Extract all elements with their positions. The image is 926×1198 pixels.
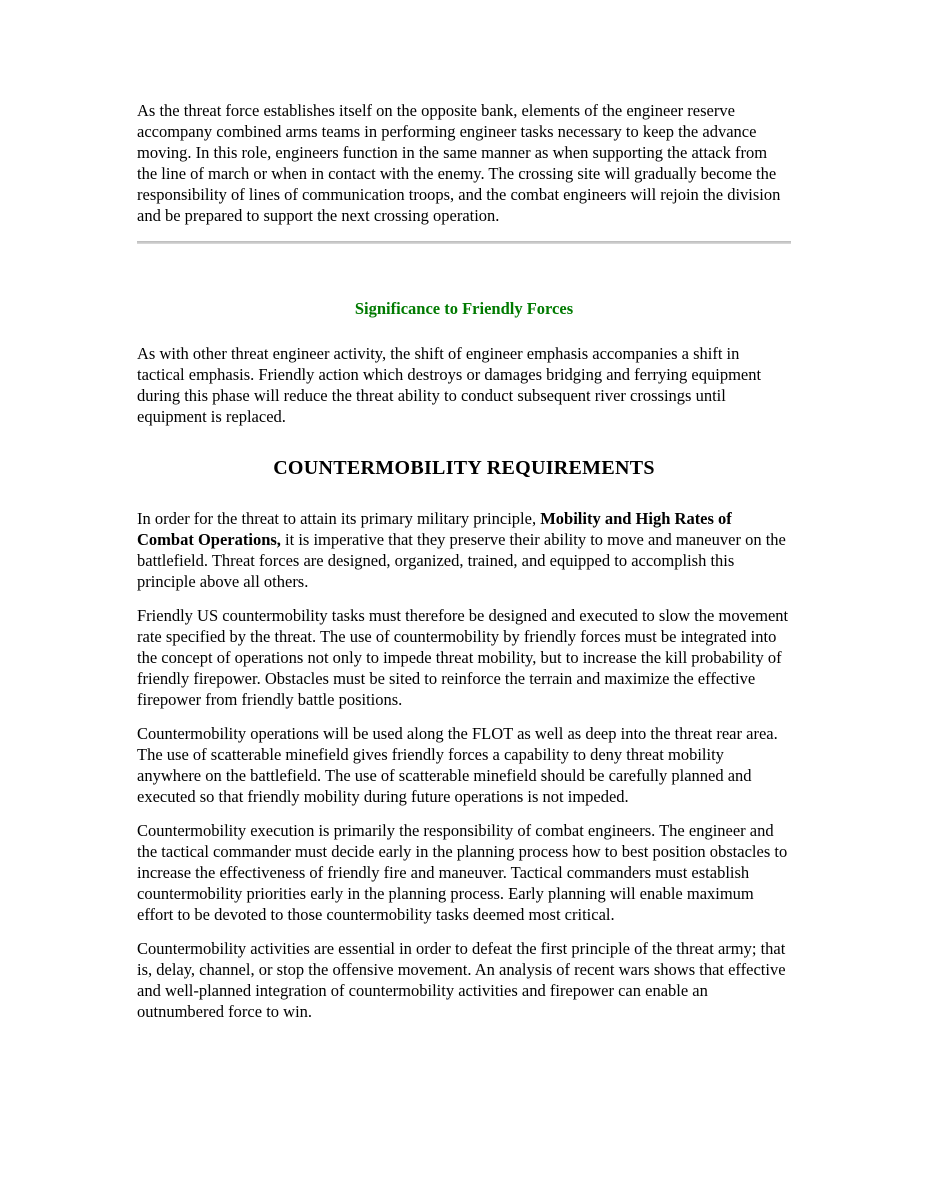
paragraph-principle-bold-phrase: Mobility and High Rates of Combat Operations,	[137, 509, 732, 549]
paragraph-intro: As the threat force establishes itself on the opposite bank, elements of the engineer reserve accompany combined arms teams in performing engineer tasks necessary to keep the advance moving. In this role, engineers function in the same manner as when supporting the attack from the line of march or when in contact with the enemy. The crossing site will gradually become the responsibility of lines of communication troops, and the combat engineers will rejoin the division and be prepared to support the next crossing operation.	[137, 101, 781, 225]
heading-significance-to-friendly-forces: Significance to Friendly Forces	[354, 299, 574, 318]
horizontal-rule	[137, 241, 791, 244]
document-content-column	[137, 100, 791, 1035]
paragraph-significance: As with other threat engineer activity, the shift of engineer emphasis accompanies a shift in tactical emphasis. Friendly action which destroys or damages bridging and ferrying equipment during this phase will reduce the threat ability to conduct subsequent river crossings until equipment is replaced.	[137, 344, 762, 426]
paragraph-friendly-tasks: Friendly US countermobility tasks must therefore be designed and executed to slow the movement rate specified by the threat. The use of countermobility by friendly forces must be integrated into the concept of operations not only to impede threat mobility, but to increase the kill probability of friendly firepower. Obstacles must be sited to reinforce the terrain and maximize the effective firepower from friendly battle positions.	[137, 606, 789, 709]
paragraph-operations: Countermobility operations will be used along the FLOT as well as deep into the threat rear area. The use of scatterable minefield gives friendly forces a capability to deny threat mobility anywhere on the battlefield. The use of scatterable minefield should be carefully planned and executed so that friendly mobility during future operations is not impeded.	[137, 724, 778, 806]
paragraph-principle-pre: In order for the threat to attain its primary military principle,	[137, 509, 541, 528]
paragraph-principle-post: it is imperative that they preserve their ability to move and maneuver on the battlefield. Threat forces are designed, organized, trained, and equipped to accomplish this principle above all others.	[137, 530, 786, 591]
paragraph-principle	[137, 508, 791, 592]
paragraph-execution: Countermobility execution is primarily the responsibility of combat engineers. The engineer and the tactical commander must decide early in the planning process how to best position obstacles to increase the effectiveness of friendly fire and maneuver. Tactical commanders must establish countermobility priorities early in the planning process. Early planning will enable maximum effort to be devoted to those countermobility tasks deemed most critical.	[137, 821, 788, 924]
paragraph-activities: Countermobility activities are essential in order to defeat the first principle of the threat army; that is, delay, channel, or stop the offensive movement. An analysis of recent wars shows that effective and well-planned integration of countermobility activities and firepower can enable an outnumbered force to win.	[137, 939, 786, 1021]
heading-countermobility-requirements: COUNTERMOBILITY REQUIREMENTS	[273, 457, 655, 479]
